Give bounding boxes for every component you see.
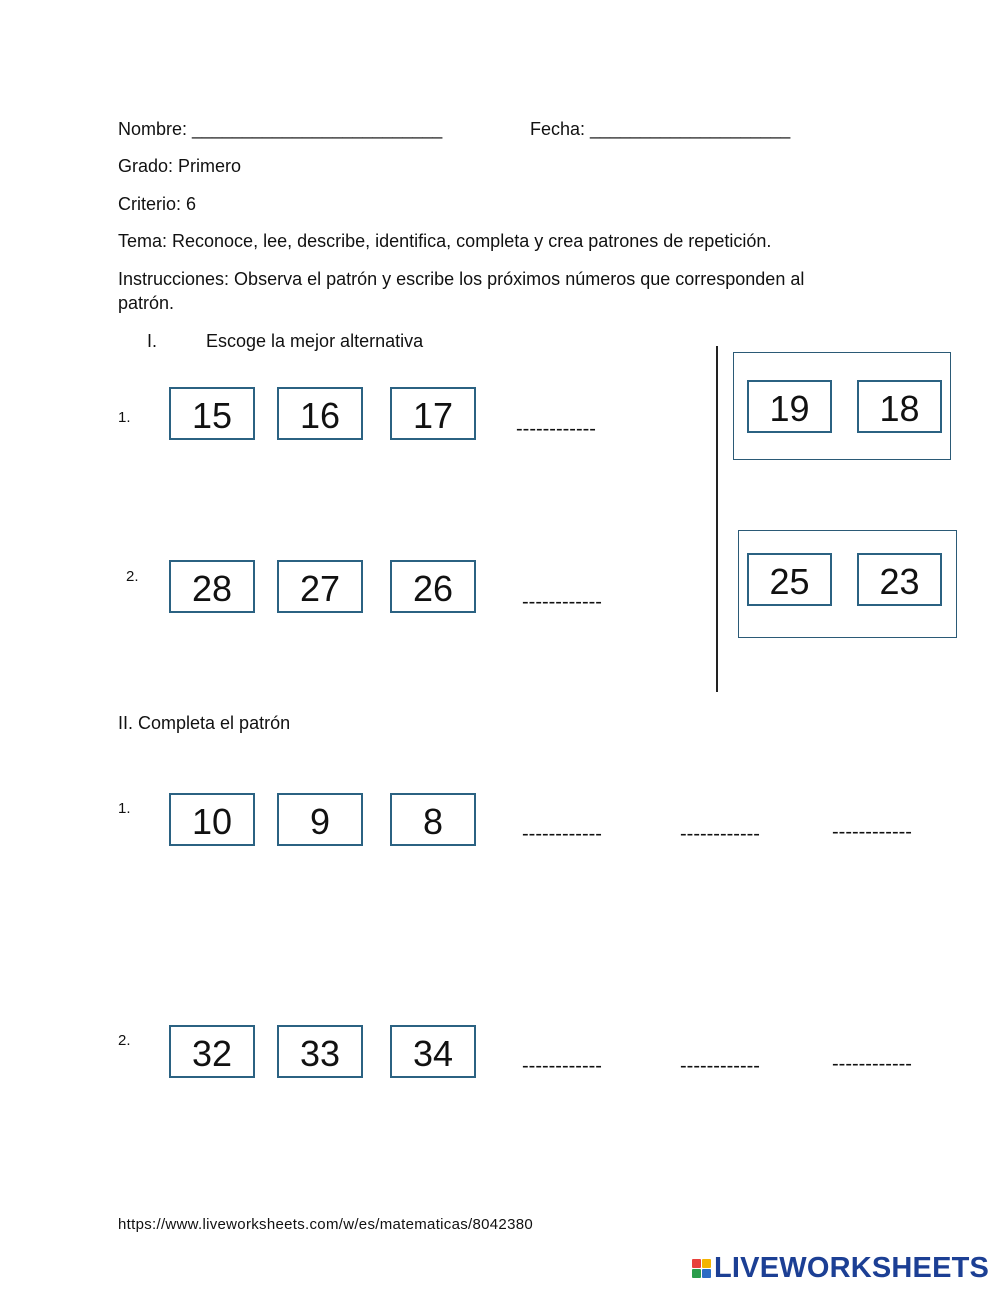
logo-square-blue bbox=[702, 1269, 711, 1278]
criterio-text: Criterio: 6 bbox=[118, 194, 197, 214]
s2-q1-number-1: 10 bbox=[169, 793, 255, 846]
s1-q1-label: 1. bbox=[118, 409, 131, 426]
nombre-label: Nombre: bbox=[118, 119, 188, 139]
s1-q2-option-2[interactable]: 23 bbox=[857, 553, 942, 606]
s1-q1-number-1: 15 bbox=[169, 387, 255, 440]
s1-q1-answer-blank[interactable]: ------------ bbox=[516, 418, 596, 440]
s1-q1-number-3: 17 bbox=[390, 387, 476, 440]
fecha-label: Fecha: bbox=[530, 119, 586, 139]
logo-text: LIVEWORKSHEETS bbox=[714, 1252, 990, 1284]
s1-q2-number-1: 28 bbox=[169, 560, 255, 613]
s2-q1-label: 1. bbox=[118, 800, 131, 817]
section-1-roman: I. bbox=[147, 331, 158, 351]
s2-q2-number-1: 32 bbox=[169, 1025, 255, 1078]
instrucciones-line-2: patrón. bbox=[118, 293, 175, 313]
s1-q1-option-2[interactable]: 18 bbox=[857, 380, 942, 433]
s2-q1-number-2: 9 bbox=[277, 793, 363, 846]
instrucciones-line-1: Instrucciones: Observa el patrón y escribe los próximos números que corresponden al bbox=[118, 269, 805, 289]
s2-q2-number-3: 34 bbox=[390, 1025, 476, 1078]
s2-q2-answer-blank-1[interactable]: ------------ bbox=[522, 1055, 602, 1077]
s2-q1-answer-blank-2[interactable]: ------------ bbox=[680, 823, 760, 845]
s1-q2-label: 2. bbox=[126, 568, 139, 585]
nombre-blank[interactable]: _________________________ bbox=[192, 119, 443, 139]
grado-text: Grado: Primero bbox=[118, 156, 242, 176]
section-1-title: Escoge la mejor alternativa bbox=[206, 331, 424, 351]
vertical-divider bbox=[716, 346, 718, 692]
s1-q1-number-2: 16 bbox=[277, 387, 363, 440]
s2-q2-answer-blank-3[interactable]: ------------ bbox=[832, 1053, 912, 1075]
s1-q2-number-2: 27 bbox=[277, 560, 363, 613]
source-url[interactable]: https://www.liveworksheets.com/w/es/matematicas/8042380 bbox=[118, 1216, 534, 1233]
logo-square-red bbox=[692, 1259, 701, 1268]
s1-q1-option-1[interactable]: 19 bbox=[747, 380, 832, 433]
logo-icon bbox=[692, 1259, 711, 1278]
section-2-title: II. Completa el patrón bbox=[118, 713, 291, 733]
s2-q2-number-2: 33 bbox=[277, 1025, 363, 1078]
s2-q2-answer-blank-2[interactable]: ------------ bbox=[680, 1055, 760, 1077]
logo-square-yellow bbox=[702, 1259, 711, 1268]
s2-q1-answer-blank-1[interactable]: ------------ bbox=[522, 823, 602, 845]
s2-q1-number-3: 8 bbox=[390, 793, 476, 846]
nombre-field[interactable] bbox=[118, 119, 442, 140]
s2-q1-answer-blank-3[interactable]: ------------ bbox=[832, 821, 912, 843]
fecha-blank[interactable]: ____________________ bbox=[590, 119, 791, 139]
fecha-field[interactable] bbox=[530, 119, 790, 140]
s1-q2-option-1[interactable]: 25 bbox=[747, 553, 832, 606]
tema-text: Tema: Reconoce, lee, describe, identifica, completa y crea patrones de repetición. bbox=[118, 231, 772, 251]
liveworksheets-logo[interactable] bbox=[692, 1252, 989, 1285]
s2-q2-label: 2. bbox=[118, 1032, 131, 1049]
s1-q2-number-3: 26 bbox=[390, 560, 476, 613]
logo-square-green bbox=[692, 1269, 701, 1278]
s1-q2-answer-blank[interactable]: ------------ bbox=[522, 591, 602, 613]
